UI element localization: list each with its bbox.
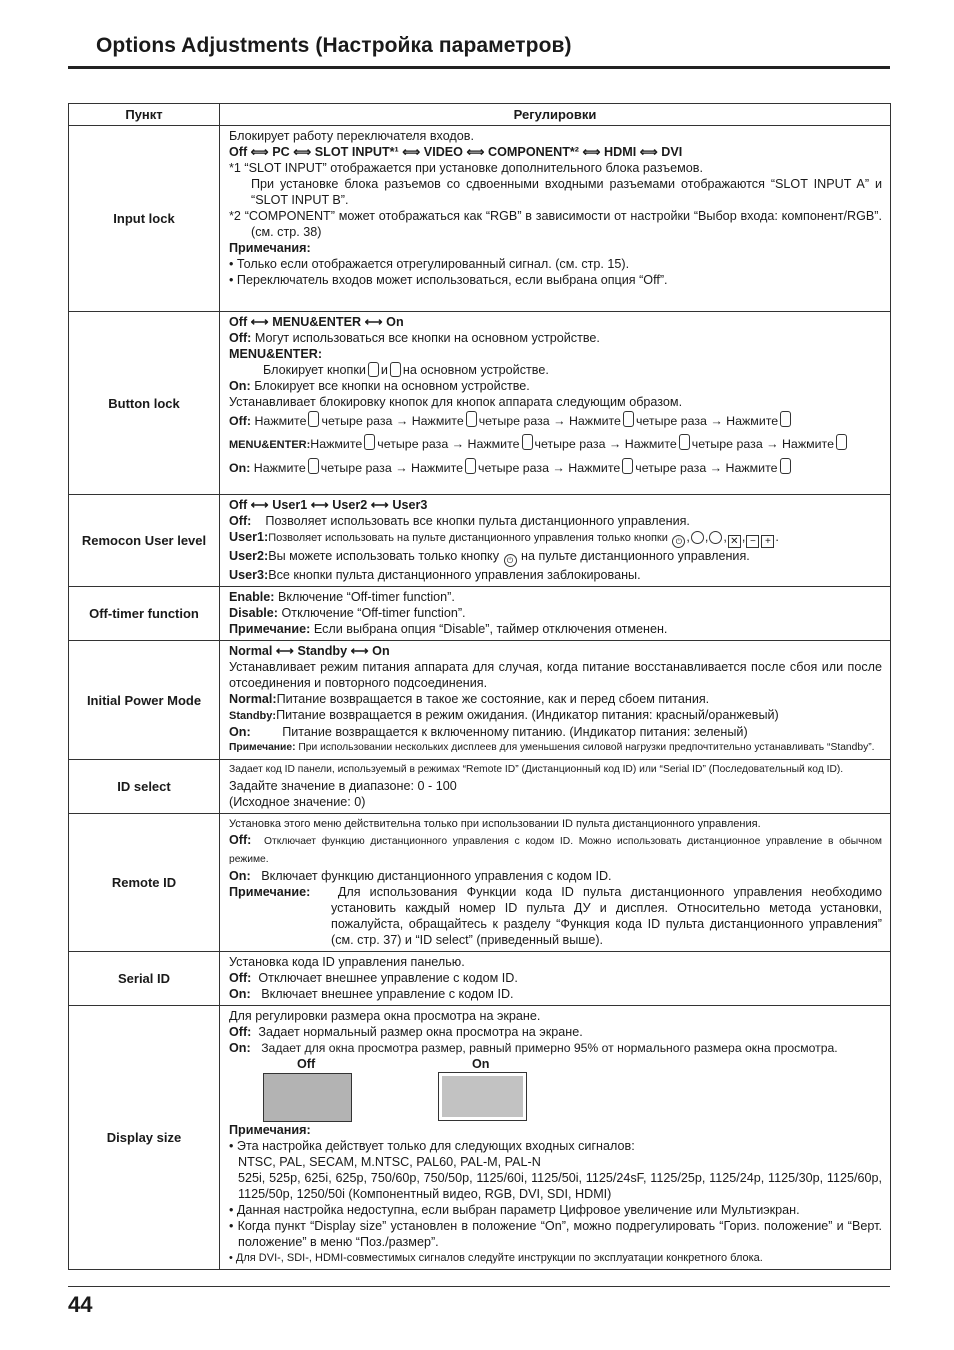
note-bullet: • Когда пункт “Display size” установлен в положение “On”, можно подрегулировать “Гориз. положение” и “Верт. положение” в меню “Поз./размер”. <box>229 1219 882 1249</box>
display-size-illustration <box>229 1057 882 1113</box>
option-desc: Включает функцию дистанционного управления с кодом ID. <box>261 869 612 883</box>
note-bullet: • Данная настройка недоступна, если выбран параметр Цифровое увеличение или Мультиэкран. <box>229 1203 800 1217</box>
adjustment-initial-power-mode <box>220 641 891 760</box>
note-text: Для использования Функции кода ID пульта дистанционного управления необходимо установить каждый номер ID пульта ДУ и дисплея. Относительно метода установки, пожалуйста, обращайтесь к разделу “Функция кода ID пульта дистанционного управления” (см. стр. 37) и “ID select” (приведенный выше). <box>331 885 882 947</box>
recall-button-icon <box>709 531 722 544</box>
option-desc: Все кнопки пульта дистанционного управления заблокированы. <box>268 568 641 582</box>
notes-heading: Примечания: <box>229 1123 311 1137</box>
press-text: четыре раза → Нажмите <box>691 437 834 451</box>
footnote-1: *1 “SLOT INPUT” отображается при установке дополнительного блока разъемов. <box>229 161 703 175</box>
item-remote-id: Remote ID <box>69 814 220 952</box>
item-off-timer-function: Off-timer function <box>69 587 220 641</box>
option-desc: Питание возвращается к включенному питанию. (Индикатор питания: зеленый) <box>282 725 748 739</box>
item-button-lock: Button lock <box>69 312 220 495</box>
plus-button-icon <box>623 411 634 427</box>
text-line: Блокирует работу переключателя входов. <box>229 129 474 143</box>
signal-list: NTSC, PAL, SECAM, M.NTSC, PAL60, PAL-M, PAL-N <box>238 1155 541 1169</box>
option-key: Enable: <box>229 590 275 604</box>
option-key: On: <box>229 869 251 883</box>
option-desc: Задает нормальный размер окна просмотра на экране. <box>258 1025 583 1039</box>
option-key: Normal: <box>229 692 277 706</box>
option-key: On: <box>229 379 251 393</box>
table-row <box>69 126 891 312</box>
text-line: Задает код ID панели, используемый в режимах “Remote ID” (Дистанционный код ID) или “Serial ID” (Последовательный код ID). <box>229 764 844 775</box>
option-desc: Вы можете использовать только кнопку <box>268 549 499 563</box>
press-text: четыре раза → Нажмите <box>478 461 621 475</box>
minus-button-icon <box>308 458 319 474</box>
note-key: Примечание: <box>229 885 311 899</box>
item-id-select: ID select <box>69 760 220 814</box>
input-button-icon <box>691 531 704 544</box>
note-bullet: • Переключатель входов может использоваться, если выбрана опция “Off”. <box>229 273 668 287</box>
page-number: 44 <box>68 1292 93 1317</box>
option-key: MENU&ENTER: <box>229 439 311 451</box>
input-button-icon <box>679 434 690 450</box>
press-sequence-off <box>229 410 882 433</box>
note-bullet: • Только если отображается отрегулированный сигнал. (см. стр. 15). <box>229 257 630 271</box>
option-desc: Могут использоваться все кнопки на основном устройстве. <box>254 331 600 345</box>
table-row <box>69 952 891 1006</box>
volume-up-icon: + <box>761 535 774 548</box>
option-key: User2: <box>229 549 269 563</box>
illustration-label-on: On <box>472 1057 490 1071</box>
press-sequence-menu-enter <box>229 433 882 457</box>
option-desc: Отключает внешнее управление с кодом ID. <box>258 971 518 985</box>
enter-button-icon <box>364 434 375 450</box>
option-desc: на пульте дистанционного управления. <box>521 549 750 563</box>
table-row <box>69 814 891 952</box>
power-button-icon: ⏻ <box>672 535 685 548</box>
option-key: Disable: <box>229 606 278 620</box>
adjustment-off-timer-function <box>220 587 891 641</box>
option-key: Off: <box>229 414 252 428</box>
table-header-row <box>69 104 891 126</box>
option-desc: Питание возвращается в такое же состояние, как и перед сбоем питания. <box>276 692 710 706</box>
press-text: четыре раза → Нажмите <box>534 437 677 451</box>
table-row <box>69 641 891 760</box>
table-row <box>69 1006 891 1270</box>
level-sequence: Off ⟷ User1 ⟷ User2 ⟷ User3 <box>229 498 428 512</box>
option-key: User1: <box>229 530 269 544</box>
column-header-adjustments: Регулировки <box>220 104 891 126</box>
note-key: Примечание: <box>229 742 296 753</box>
note-bullet: • Эта настройка действует только для следующих входных сигналов: <box>229 1139 635 1153</box>
adjustment-display-size <box>220 1006 891 1270</box>
input-sequence: Off ⟺ PC ⟺ SLOT INPUT*¹ ⟺ VIDEO ⟺ COMPONENT*² ⟺ HDMI ⟺ DVI <box>229 145 683 159</box>
option-desc: Задает для окна просмотра размер, равный примерно 95% от нормального размера окна просмотра. <box>261 1041 838 1055</box>
note-text: Если выбрана опция “Disable”, таймер отключения отменен. <box>313 622 668 636</box>
text-line: Установка кода ID управления панелью. <box>229 955 465 969</box>
option-desc: Блокирует все кнопки на основном устройстве. <box>254 379 530 393</box>
plus-button-icon <box>522 434 533 450</box>
adjustment-input-lock <box>220 126 891 312</box>
enter-button-icon <box>780 458 791 474</box>
text-line: Установка этого меню действительна только при использовании ID пульта дистанционного управления. <box>229 818 761 830</box>
notes-heading: Примечания: <box>229 241 311 255</box>
option-key: On: <box>229 987 251 1001</box>
plus-button-icon <box>622 458 633 474</box>
page-title: Options Adjustments (Настройка параметров) <box>96 34 572 57</box>
item-display-size: Display size <box>69 1006 220 1270</box>
menu-button-icon <box>368 362 379 377</box>
mode-sequence: Normal ⟷ Standby ⟷ On <box>229 644 390 658</box>
text-line: Устанавливает режим питания аппарата для случая, когда питание восстанавливается после сбоя или после отсоединения и повторного подсоединения. <box>229 660 882 690</box>
option-key: On: <box>229 725 251 739</box>
option-key: MENU&ENTER: <box>229 347 323 361</box>
press-sequence-on <box>229 457 882 480</box>
text-line: Устанавливает блокировку кнопок для кнопок аппарата следующим образом. <box>229 395 683 409</box>
press-text: Нажмите <box>254 414 307 428</box>
footnote-1-detail: При установке блока разъемов со сдвоенными входными разъемами отображаются “SLOT INPUT A” и “SLOT INPUT B”. <box>251 177 882 207</box>
volume-down-icon: − <box>746 535 759 548</box>
option-desc: Питание возвращается в режим ожидания. (Индикатор питания: красный/оранжевый) <box>276 708 779 722</box>
press-text: четыре раза → Нажмите <box>321 414 464 428</box>
table-row <box>69 587 891 641</box>
adjustment-remote-id <box>220 814 891 952</box>
text-line: Для регулировки размера окна просмотра на экране. <box>229 1009 541 1023</box>
options-table <box>68 103 891 1270</box>
press-text: четыре раза → Нажмите <box>635 461 778 475</box>
item-serial-id: Serial ID <box>69 952 220 1006</box>
item-remocon-user-level: Remocon User level <box>69 495 220 587</box>
input-button-icon <box>466 411 477 427</box>
footer-rule <box>68 1286 890 1287</box>
default-value-text: (Исходное значение: 0) <box>229 795 366 809</box>
option-key: Off: <box>229 1025 252 1039</box>
adjustment-button-lock <box>220 312 891 495</box>
option-key: Off: <box>229 971 252 985</box>
lock-sequence: Off ⟷ MENU&ENTER ⟷ On <box>229 315 404 329</box>
press-text: четыре раза → Нажмите <box>478 414 621 428</box>
enter-button-icon <box>836 434 847 450</box>
press-text: четыре раза → Нажмите <box>377 437 520 451</box>
option-desc: Позволяет использовать на пульте дистанционного управления только кнопки <box>268 532 668 544</box>
item-input-lock: Input lock <box>69 126 220 312</box>
option-desc: Отключение “Off-timer function”. <box>281 606 466 620</box>
item-initial-power-mode: Initial Power Mode <box>69 641 220 760</box>
adjustment-serial-id <box>220 952 891 1006</box>
enter-button-icon <box>390 362 401 377</box>
power-button-icon: ⏻ <box>504 554 517 567</box>
option-key: Off: <box>229 833 252 847</box>
screen-normal-size-image <box>263 1073 352 1122</box>
enter-button-icon <box>780 411 791 427</box>
note-bullet: • Для DVI-, SDI-, HDMI-совместимых сигналов следуйте инструкции по эксплуатации конкретного блока. <box>229 1252 763 1264</box>
option-desc: Включает внешнее управление с кодом ID. <box>261 987 514 1001</box>
enter-button-icon <box>465 458 476 474</box>
option-key: On: <box>229 461 251 475</box>
press-text: Нажмите <box>253 461 306 475</box>
option-key: Off: <box>229 514 252 528</box>
table-row <box>69 760 891 814</box>
note-key: Примечание: <box>229 622 311 636</box>
option-desc: Позволяет использовать все кнопки пульта дистанционного управления. <box>265 514 690 528</box>
title-rule <box>68 66 890 69</box>
option-key: On: <box>229 1041 251 1055</box>
press-text: четыре раза → Нажмите <box>320 461 464 475</box>
table-row <box>69 495 891 587</box>
range-text: Задайте значение в диапазоне: 0 - 100 <box>229 779 457 793</box>
signal-list: 525i, 525p, 625i, 625p, 750/60p, 750/50p, 1125/60i, 1125/50i, 1125/24sF, 1125/25p, 1125/24p, 1125/30p, 1125/60p, 1125/50p, 1250/50i (Компонентный видео, RGB, DVI, SDI, HDMI) <box>238 1171 882 1201</box>
adjustment-remocon-user-level: Off ⟷ User1 ⟷ User2 ⟷ User3 Off: Позволяет использовать все кнопки пульта дистанционного управления. User1:Позволяет использовать на пульте дистанционного управления только кнопки ⏻ , , , ✕ , − + . User2:Вы можете использовать только кнопку ⏻ на пульте дистанционного управления. User3:Все кнопки пульта дистанционного управления заблокированы. <box>220 495 891 587</box>
table-row <box>69 312 891 495</box>
option-desc: Отключает функцию дистанционного управления с кодом ID. Можно использовать дистанционное управление в обычном режиме. <box>229 836 882 865</box>
option-desc: Блокирует кнопки <box>263 363 366 377</box>
option-desc: Включение “Off-timer function”. <box>278 590 455 604</box>
adjustment-id-select <box>220 760 891 814</box>
option-key: Off: <box>229 331 252 345</box>
press-text: Нажмите <box>310 437 363 451</box>
option-key: User3: <box>229 568 269 582</box>
option-desc: на основном устройстве. <box>402 363 549 377</box>
press-text: четыре раза → Нажмите <box>635 414 779 428</box>
column-header-item: Пункт <box>69 104 220 126</box>
screen-reduced-size-image <box>438 1072 527 1121</box>
mute-button-icon: ✕ <box>728 535 741 548</box>
note-text: При использовании нескольких дисплеев для уменьшения силовой нагрузки предпочтительно устанавливать “Standby”. <box>298 742 875 753</box>
minus-button-icon <box>308 411 319 427</box>
option-key: Standby: <box>229 710 277 722</box>
footnote-2: *2 “COMPONENT” может отображаться как “RGB” в зависимости от настройки “Выбор входа: компонент/RGB”. (см. стр. 38) <box>229 209 882 239</box>
illustration-label-off: Off <box>297 1057 316 1071</box>
conjunction: и <box>380 363 388 377</box>
